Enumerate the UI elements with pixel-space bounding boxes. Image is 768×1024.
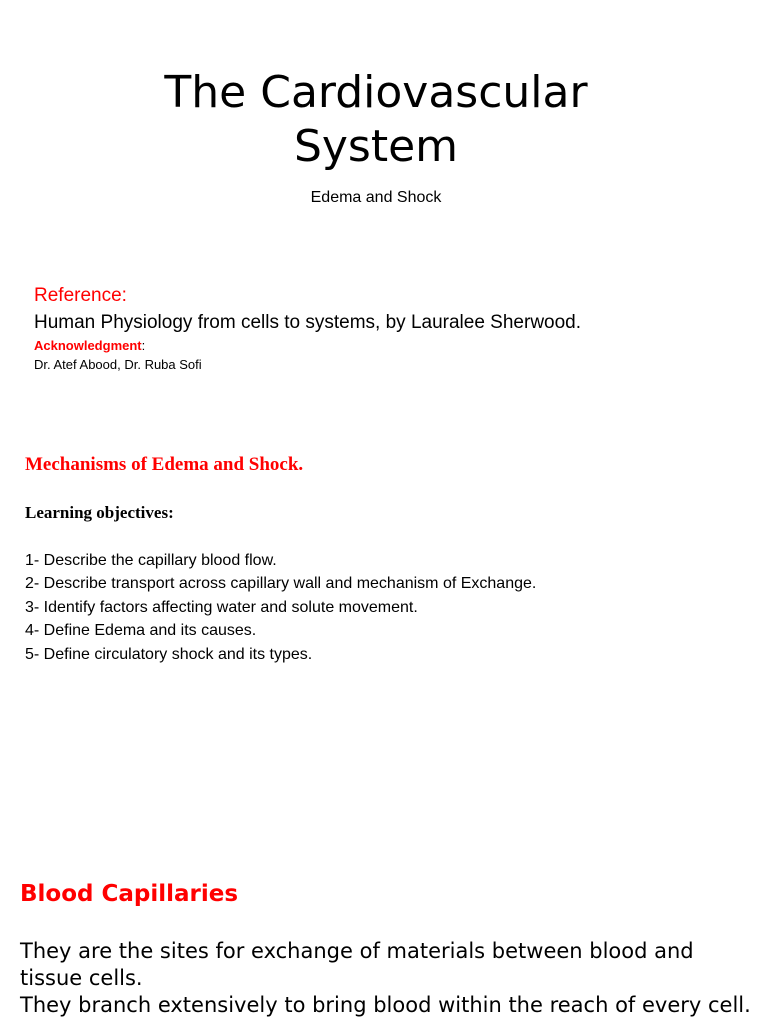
- objective-item: 5- Define circulatory shock and its types.: [25, 645, 313, 663]
- acknowledgment-names: Dr. Atef Abood, Dr. Ruba Sofi: [34, 357, 202, 372]
- slide-title: The Cardiovascular System: [164, 67, 588, 172]
- reference-heading: Reference:: [34, 285, 127, 306]
- mechanisms-heading: Mechanisms of Edema and Shock.: [25, 454, 304, 475]
- capillaries-body: [20, 938, 756, 1019]
- learning-objectives-label: Learning objectives:: [25, 503, 174, 522]
- objective-item: 1- Describe the capillary blood flow.: [25, 552, 277, 569]
- acknowledgment-colon: :: [141, 338, 146, 353]
- body-paragraph: They are the sites for exchange of materials between blood and tissue cells.: [20, 939, 694, 990]
- title-slide: [0, 0, 768, 430]
- objectives-list: [25, 549, 536, 666]
- blood-capillaries-slide: [0, 850, 768, 1024]
- body-paragraph: They branch extensively to bring blood within the reach of every cell.: [20, 993, 751, 1017]
- acknowledgment-label: Acknowledgment: [34, 338, 142, 353]
- objective-item: 4- Define Edema and its causes.: [25, 622, 257, 640]
- reference-text: Human Physiology from cells to systems, by Lauralee Sherwood.: [34, 312, 582, 333]
- capillaries-heading: Blood Capillaries: [20, 881, 239, 907]
- objectives-slide: [0, 430, 768, 850]
- objective-item: 2- Describe transport across capillary wall and mechanism of Exchange.: [25, 575, 537, 593]
- slide-subtitle: Edema and Shock: [310, 189, 442, 206]
- objective-item: 3- Identify factors affecting water and solute movement.: [25, 598, 418, 616]
- acknowledgment-line: [34, 338, 145, 353]
